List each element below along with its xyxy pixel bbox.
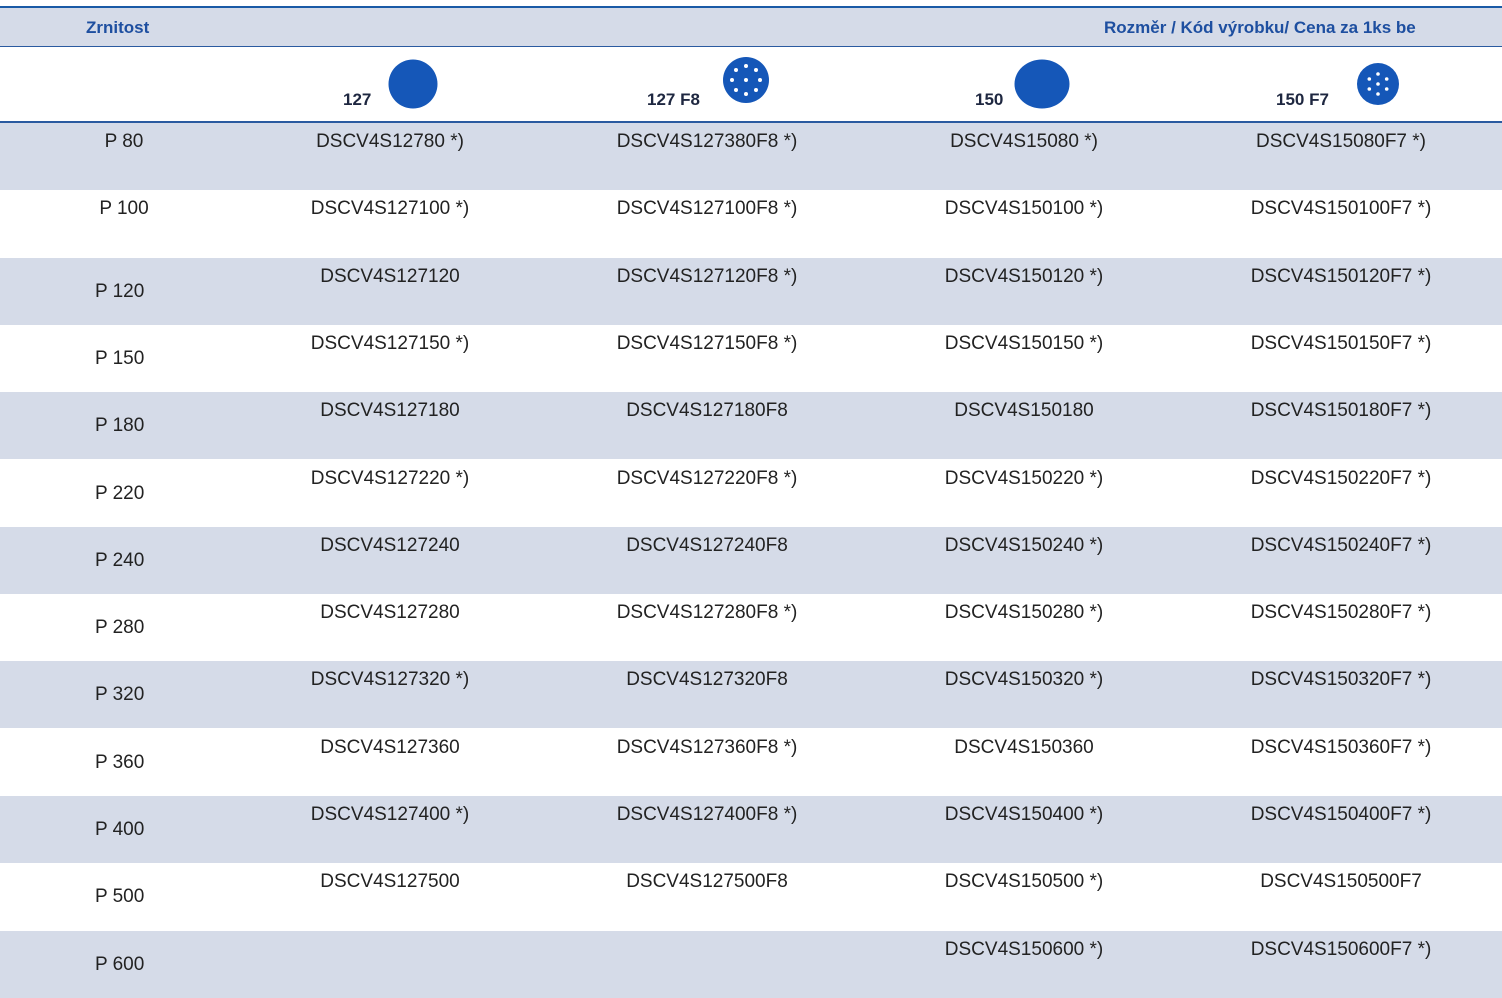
table-row — [0, 729, 1502, 796]
product-code-cell: DSCV4S127150 *) — [310, 333, 470, 354]
grit-cell: P 400 — [95, 819, 145, 840]
disc-solid-icon — [1013, 58, 1071, 110]
grit-cell: P 320 — [95, 684, 145, 705]
product-code-cell: DSCV4S150180 — [954, 400, 1094, 421]
product-code-cell: DSCV4S127280 — [320, 602, 460, 623]
product-code-cell: DSCV4S150180F7 *) — [1250, 400, 1432, 421]
product-code-cell: DSCV4S127380F8 *) — [616, 131, 798, 152]
product-code-cell: DSCV4S150150 *) — [944, 333, 1104, 354]
table-row — [0, 661, 1502, 728]
column-header-127: 127 — [340, 58, 450, 118]
product-code-cell: DSCV4S15080 *) — [950, 131, 1098, 152]
size-code-price-header: Rozměr / Kód výrobku/ Cena za 1ks be — [1104, 18, 1416, 37]
column-header-150-f7: 150 F7 — [1276, 58, 1406, 118]
table-row — [0, 392, 1502, 459]
grit-cell: P 180 — [95, 415, 145, 436]
product-code-cell: DSCV4S150600F7 *) — [1250, 939, 1432, 960]
column-header-150: 150 — [975, 58, 1085, 118]
grit-cell: P 80 — [104, 131, 144, 152]
table-row — [0, 258, 1502, 325]
product-code-cell: DSCV4S150150F7 *) — [1250, 333, 1432, 354]
product-code-cell: DSCV4S150400F7 *) — [1250, 804, 1432, 825]
product-code-cell: DSCV4S127100F8 *) — [616, 198, 798, 219]
product-code-cell: DSCV4S150320 *) — [944, 669, 1104, 690]
product-code-cell: DSCV4S127280F8 *) — [616, 602, 798, 623]
grit-cell: P 240 — [95, 550, 145, 571]
product-code-cell: DSCV4S127220 *) — [310, 468, 470, 489]
product-code-cell: DSCV4S150240 *) — [944, 535, 1104, 556]
disc-8-holes-icon — [722, 56, 770, 104]
product-code-cell: DSCV4S127360 — [320, 737, 460, 758]
table-row — [0, 325, 1502, 392]
product-code-cell: DSCV4S150400 *) — [944, 804, 1104, 825]
grit-cell: P 150 — [95, 348, 145, 369]
table-row — [0, 931, 1502, 998]
grit-column-header: Zrnitost — [86, 18, 150, 37]
table-header-band — [0, 8, 1502, 46]
product-code-cell: DSCV4S127120 — [320, 266, 460, 287]
disc-7-holes-icon — [1356, 62, 1400, 106]
product-code-cell: DSCV4S127400F8 *) — [616, 804, 798, 825]
product-code-cell: DSCV4S127180F8 — [626, 400, 788, 421]
product-code-cell: DSCV4S15080F7 *) — [1255, 131, 1427, 152]
product-code-cell: DSCV4S127150F8 *) — [616, 333, 798, 354]
product-code-cell: DSCV4S150500 *) — [944, 871, 1104, 892]
table-row — [0, 863, 1502, 930]
column-header-127-f8: 127 F8 — [646, 58, 776, 118]
product-code-cell: DSCV4S127100 *) — [310, 198, 470, 219]
table-row — [0, 460, 1502, 527]
product-code-cell: DSCV4S12780 *) — [316, 131, 464, 152]
product-code-cell: DSCV4S150360F7 *) — [1250, 737, 1432, 758]
product-code-cell: DSCV4S150220 *) — [944, 468, 1104, 489]
product-code-cell: DSCV4S127500 — [320, 871, 460, 892]
product-code-cell: DSCV4S150100F7 *) — [1250, 198, 1432, 219]
product-code-cell: DSCV4S127320 *) — [310, 669, 470, 690]
product-code-cell: DSCV4S150120F7 *) — [1250, 266, 1432, 287]
product-code-cell: DSCV4S150100 *) — [944, 198, 1104, 219]
product-code-cell: DSCV4S150240F7 *) — [1250, 535, 1432, 556]
product-code-cell: DSCV4S150280 *) — [944, 602, 1104, 623]
product-code-cell: DSCV4S127500F8 — [626, 871, 788, 892]
product-code-cell: DSCV4S127180 — [320, 400, 460, 421]
product-code-cell: DSCV4S150280F7 *) — [1250, 602, 1432, 623]
product-code-cell: DSCV4S150600 *) — [944, 939, 1104, 960]
header-divider — [0, 46, 1502, 47]
table-row — [0, 594, 1502, 661]
disc-solid-icon — [387, 58, 439, 110]
table-row — [0, 190, 1502, 257]
product-code-cell: DSCV4S127220F8 *) — [616, 468, 798, 489]
grit-cell: P 360 — [95, 752, 145, 773]
product-code-cell: DSCV4S150360 — [954, 737, 1094, 758]
grit-cell: P 280 — [95, 617, 145, 638]
product-code-cell: DSCV4S127240 — [320, 535, 460, 556]
grit-cell: P 500 — [95, 886, 145, 907]
table-row — [0, 796, 1502, 863]
product-code-cell: DSCV4S127120F8 *) — [616, 266, 798, 287]
product-code-cell: DSCV4S127320F8 — [626, 669, 788, 690]
grit-cell: P 600 — [95, 954, 145, 975]
product-code-cell: DSCV4S127400 *) — [310, 804, 470, 825]
product-code-cell: DSCV4S127240F8 — [626, 535, 788, 556]
grit-cell: P 100 — [99, 198, 149, 219]
product-code-cell: DSCV4S150500F7 — [1260, 871, 1422, 892]
product-code-cell: DSCV4S150120 *) — [944, 266, 1104, 287]
grit-cell: P 220 — [95, 483, 145, 504]
table-row — [0, 527, 1502, 594]
table-row — [0, 123, 1502, 190]
product-code-cell: DSCV4S150320F7 *) — [1250, 669, 1432, 690]
product-code-cell: DSCV4S150220F7 *) — [1250, 468, 1432, 489]
grit-cell: P 120 — [95, 281, 145, 302]
product-code-cell: DSCV4S127360F8 *) — [616, 737, 798, 758]
